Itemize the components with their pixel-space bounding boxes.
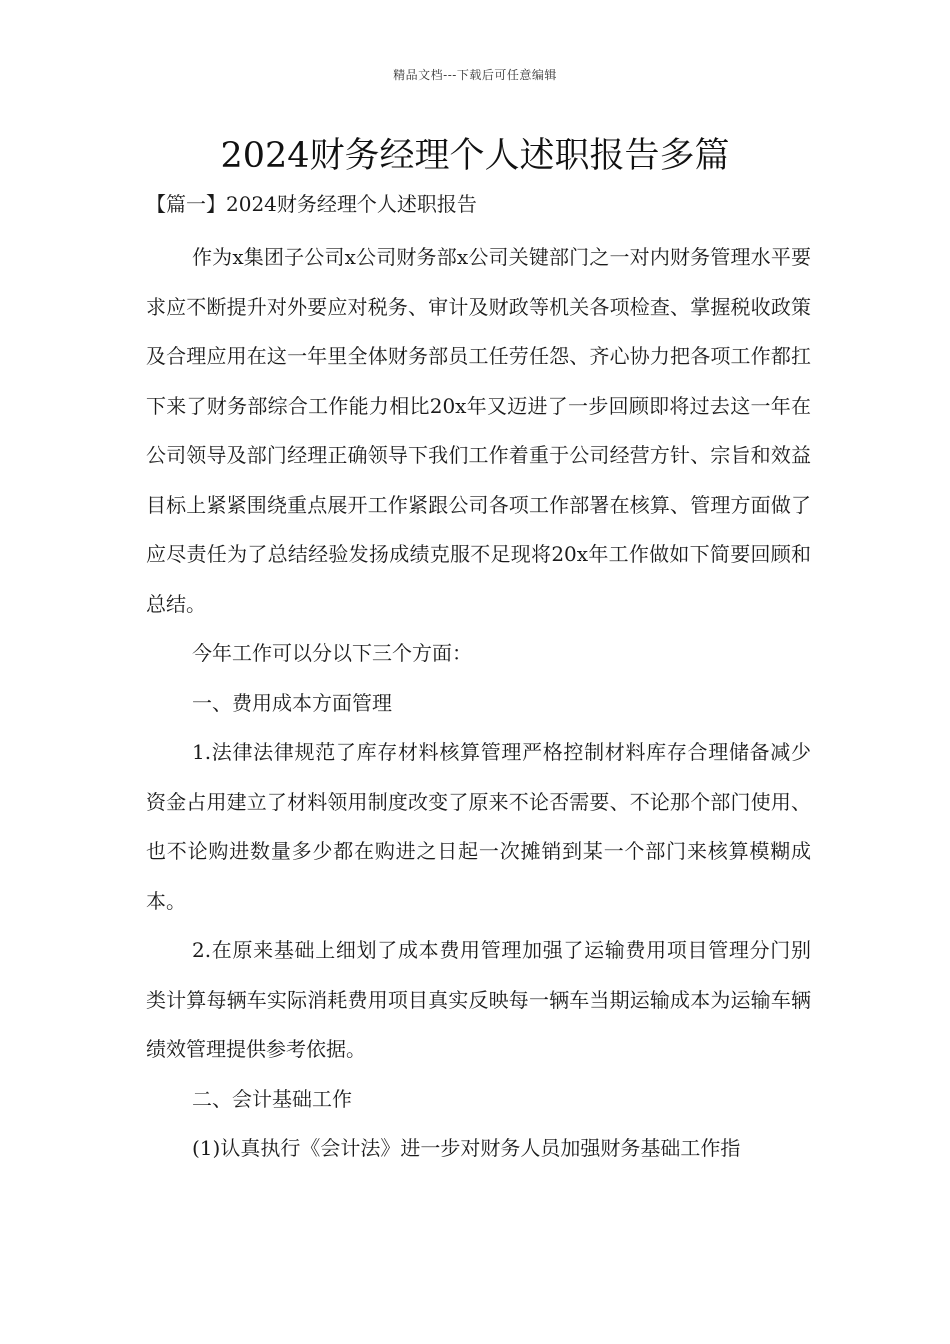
paragraph: 作为x集团子公司x公司财务部x公司关键部门之一对内财务管理水平要求应不断提升对外要应对税务、审计及财政等机关各项检查、掌握税收政策及合理应用在这一年里全体财务部员工任劳任怨、齐心协力把各项工作都扛下来了财务部综合工作能力相比20x年又迈进了一步回顾即将过去这一年在公司领导及部门经理正确领导下我们工作着重于公司经营方针、宗旨和效益目标上紧紧围绕重点展开工作紧跟公司各项工作部署在核算、管理方面做了应尽责任为了总结经验发扬成绩克服不足现将20x年工作做如下简要回顾和总结。 [146, 245, 811, 616]
header-note: 精品文档---下载后可任意编辑 [393, 68, 557, 82]
paragraph: (1)认真执行《会计法》进一步对财务人员加强财务基础工作指 [192, 1136, 741, 1160]
paragraph: 1.法律法律规范了库存材料核算管理严格控制材料库存合理储备减少资金占用建立了材料领用制度改变了原来不论否需要、不论那个部门使用、也不论购进数量多少都在购进之日起一次摊销到某一个部门来核算模糊成本。 [146, 740, 811, 913]
paragraph: 一、费用成本方面管理 [192, 690, 392, 715]
section-heading: 【篇一】2024财务经理个人述职报告 [146, 192, 477, 216]
paragraph: 今年工作可以分以下三个方面： [192, 641, 472, 665]
paragraph: 二、会计基础工作 [192, 1086, 352, 1111]
paragraph: 2.在原来基础上细划了成本费用管理加强了运输费用项目管理分门别类计算每辆车实际消耗费用项目真实反映每一辆车当期运输成本为运输车辆绩效管理提供参考依据。 [146, 938, 811, 1061]
body-text [146, 233, 811, 1174]
document-title: 2024财务经理个人述职报告多篇 [220, 136, 730, 176]
